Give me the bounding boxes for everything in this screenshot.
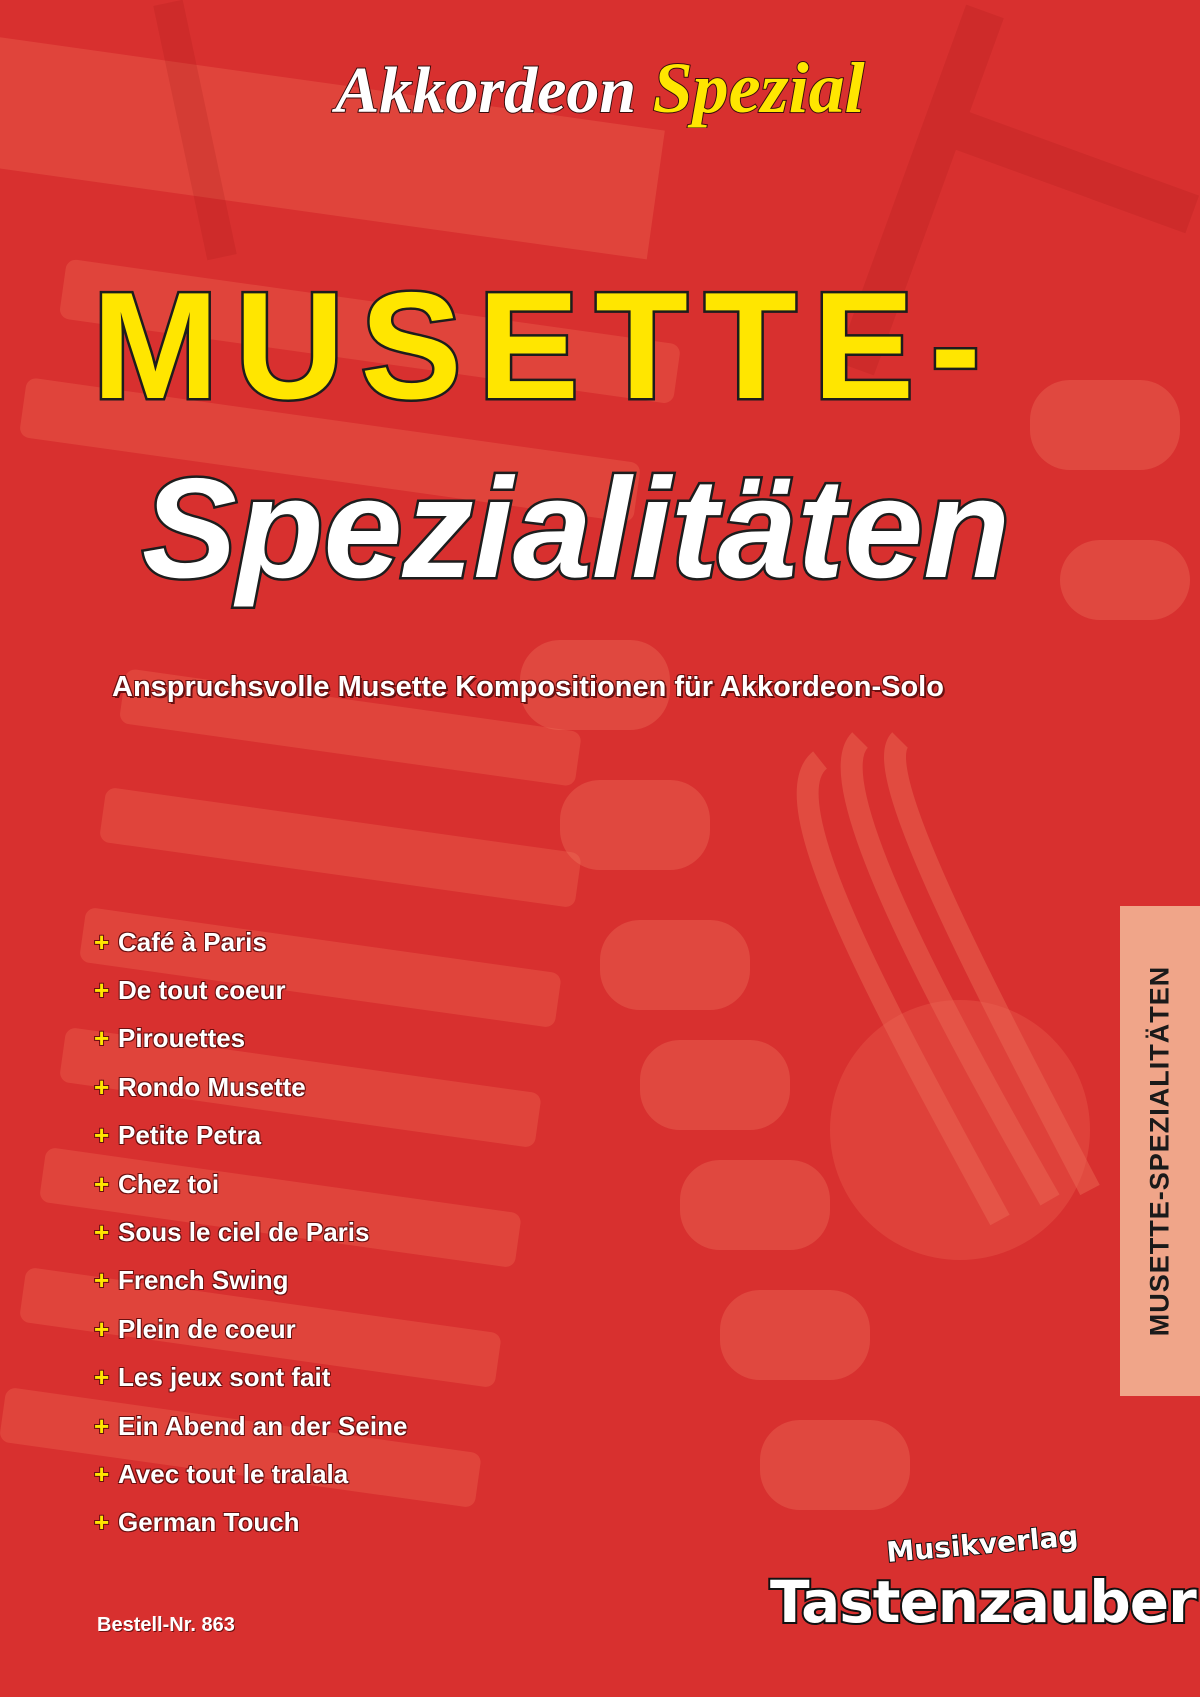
song-title: Sous le ciel de Paris xyxy=(118,1217,370,1248)
plus-icon: + xyxy=(94,1265,110,1296)
song-title: German Touch xyxy=(118,1507,300,1538)
plus-icon: + xyxy=(94,1168,110,1199)
spine-label-tab xyxy=(1120,906,1200,1396)
plus-icon: + xyxy=(94,975,110,1006)
title-line-1: MUSETTE- xyxy=(92,261,997,431)
song-title: Petite Petra xyxy=(118,1120,262,1151)
list-item xyxy=(94,1354,407,1402)
song-title: French Swing xyxy=(118,1265,289,1296)
list-item xyxy=(94,1063,407,1111)
plus-icon: + xyxy=(94,926,110,957)
plus-icon: + xyxy=(94,1362,110,1393)
list-item xyxy=(94,1450,407,1498)
list-item xyxy=(94,1015,407,1063)
plus-icon: + xyxy=(94,1217,110,1248)
list-item xyxy=(94,1160,407,1208)
list-item xyxy=(94,1208,407,1256)
song-title: Ein Abend an der Seine xyxy=(118,1410,408,1441)
plus-icon: + xyxy=(94,1071,110,1102)
plus-icon: + xyxy=(94,1120,110,1151)
spine-label: MUSETTE-SPEZIALITÄTEN xyxy=(1144,965,1175,1337)
song-title: Plein de coeur xyxy=(118,1313,296,1344)
plus-icon: + xyxy=(94,1313,110,1344)
publisher-logo-line-2: Tastenzauber xyxy=(770,1568,1196,1636)
title-line-2: Spezialitäten xyxy=(142,449,1011,608)
song-title: De tout coeur xyxy=(118,975,286,1006)
list-item xyxy=(94,1402,407,1450)
song-title: Pirouettes xyxy=(118,1023,246,1054)
list-item xyxy=(94,1112,407,1160)
song-title: Rondo Musette xyxy=(118,1071,306,1102)
song-list xyxy=(94,918,407,1547)
series-word-akkordeon: Akkordeon xyxy=(335,54,637,127)
song-title: Les jeux sont fait xyxy=(118,1362,331,1393)
list-item xyxy=(94,918,407,966)
list-item xyxy=(94,1305,407,1353)
subtitle: Anspruchsvolle Musette Kompositionen für Akkordeon-Solo xyxy=(112,671,944,703)
list-item xyxy=(94,1499,407,1547)
list-item xyxy=(94,1257,407,1305)
plus-icon: + xyxy=(94,1458,110,1489)
order-number: Bestell-Nr. 863 xyxy=(97,1614,235,1636)
song-title: Café à Paris xyxy=(118,926,267,957)
song-title: Chez toi xyxy=(118,1168,220,1199)
song-title: Avec tout le tralala xyxy=(118,1458,349,1489)
series-word-spezial: Spezial xyxy=(652,48,865,128)
series-logo xyxy=(0,48,1200,128)
publisher-logo-line-1: Musikverlag xyxy=(885,1519,1080,1569)
list-item xyxy=(94,966,407,1014)
plus-icon: + xyxy=(94,1023,110,1054)
plus-icon: + xyxy=(94,1410,110,1441)
plus-icon: + xyxy=(94,1507,110,1538)
